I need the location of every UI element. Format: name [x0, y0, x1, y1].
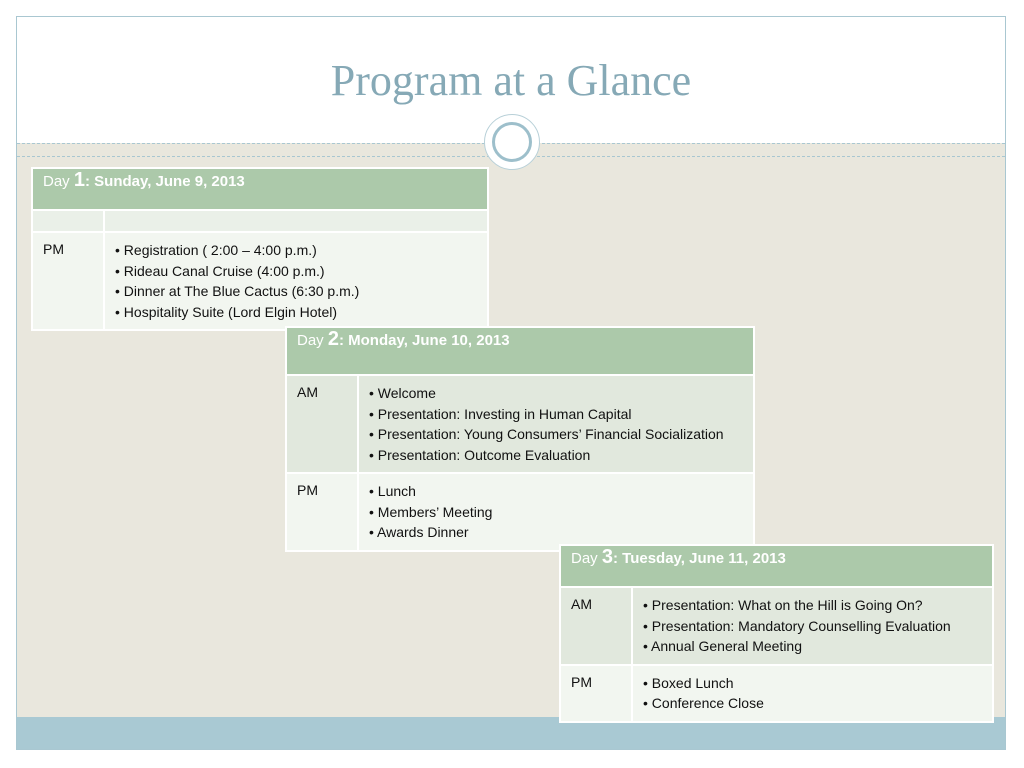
- day-2-header: Day 2: Monday, June 10, 2013: [286, 327, 754, 375]
- day-number: 2: [327, 328, 339, 350]
- day-1-table: [31, 167, 489, 331]
- list-item: • Welcome: [369, 385, 436, 401]
- session-items: [104, 232, 488, 330]
- day-1-header: Day 1: Sunday, June 9, 2013: [32, 168, 488, 210]
- slide-title: Program at a Glance: [330, 56, 692, 105]
- day-3-table: [559, 544, 994, 723]
- period-label: PM: [560, 665, 632, 722]
- period-label: PM: [286, 473, 358, 551]
- day-date: : Monday, June 10, 2013: [338, 332, 510, 349]
- session-row: [286, 375, 754, 473]
- list-item: • Members’ Meeting: [369, 503, 493, 520]
- session-row: [286, 473, 754, 551]
- session-row: [560, 587, 993, 665]
- period-label: AM: [286, 375, 358, 473]
- list-item: • Presentation: What on the Hill is Going On?: [643, 597, 923, 613]
- list-item: • Awards Dinner: [369, 524, 469, 540]
- day-date: : Sunday, June 9, 2013: [84, 173, 245, 190]
- circle-ornament-inner: [492, 122, 532, 162]
- list-item: • Annual General Meeting: [643, 638, 803, 654]
- day-number: 3: [601, 546, 613, 568]
- session-items: [632, 665, 993, 722]
- session-items: [358, 375, 754, 473]
- list-item: • Boxed Lunch: [643, 674, 734, 691]
- list-item: • Presentation: Outcome Evaluation: [369, 446, 591, 463]
- list-item: • Presentation: Investing in Human Capital: [369, 405, 632, 422]
- day-date: : Tuesday, June 11, 2013: [612, 550, 786, 567]
- list-item: • Registration ( 2:00 – 4:00 p.m.): [115, 242, 317, 258]
- session-items: [358, 473, 754, 551]
- day-3-header: Day 3: Tuesday, June 11, 2013: [560, 545, 993, 587]
- session-row: [560, 665, 993, 722]
- list-item: • Conference Close: [643, 695, 764, 711]
- day-number: 1: [73, 169, 85, 191]
- list-item: • Rideau Canal Cruise (4:00 p.m.): [115, 262, 325, 279]
- period-label: AM: [560, 587, 632, 665]
- session-items: [632, 587, 993, 665]
- period-label: PM: [32, 232, 104, 330]
- list-item: • Presentation: Young Consumers’ Financial Socialization: [369, 426, 724, 442]
- day-2-table: [285, 326, 755, 552]
- list-item: • Lunch: [369, 483, 416, 499]
- list-item: • Hospitality Suite (Lord Elgin Hotel): [115, 303, 337, 320]
- list-item: • Dinner at The Blue Cactus (6:30 p.m.): [115, 283, 360, 299]
- list-item: • Presentation: Mandatory Counselling Evaluation: [643, 617, 951, 634]
- session-row: [32, 232, 488, 330]
